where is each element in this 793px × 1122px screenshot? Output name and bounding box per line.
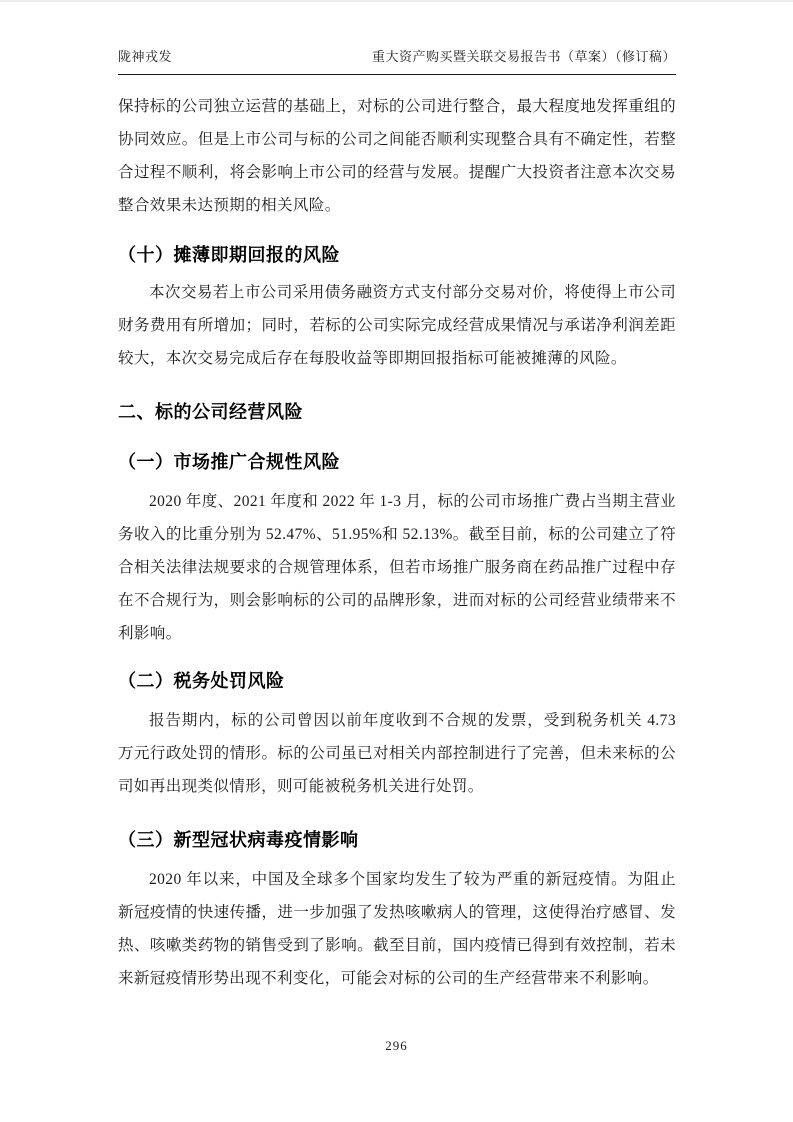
page-header (118, 48, 676, 75)
section-2-1-heading: （一）市场推广合规性风险 (118, 452, 340, 472)
section-2-3-heading: （三）新型冠状病毒疫情影响 (118, 830, 359, 850)
section-2-2-heading: （二）税务处罚风险 (118, 671, 285, 691)
section-2-3-paragraph: 2020 年以来，中国及全球多个国家均发生了较为严重的新冠疫情。为阻止新冠疫情的快速传播，进一步加强了发热咳嗽病人的管理，这使得治疗感冒、发热、咳嗽类药物的销售受到了影响。截至目前，国内疫情已得到有效控制，若未来新冠疫情形势出现不利变化，可能会对标的公司的生产经营带来不利影响。 (118, 871, 676, 987)
continuation-paragraph: 保持标的公司独立运营的基础上，对标的公司进行整合，最大程度地发挥重组的协同效应。但是上市公司与标的公司之间能否顺利实现整合具有不确定性，若整合过程不顺利，将会影响上市公司的经营与发展。提醒广大投资者注意本次交易整合效果未达预期的相关风险。 (118, 98, 676, 214)
chapter-2-heading: 二、标的公司经营风险 (118, 402, 303, 422)
section-10-heading: （十）摊薄即期回报的风险 (118, 245, 340, 265)
header-company-name: 陇神戎发 (118, 49, 173, 64)
section-2-2-paragraph: 报告期内，标的公司曾因以前年度收到不合规的发票，受到税务机关 4.73 万元行政处罚的情形。标的公司虽已对相关内部控制进行了完善，但未来标的公司如再出现类似情形，则可能被税务机关进行处罚。 (118, 712, 676, 795)
section-10-paragraph: 本次交易若上市公司采用债务融资方式支付部分交易对价，将使得上市公司财务费用有所增加；同时，若标的公司实际完成经营成果情况与承诺净利润差距较大，本次交易完成后存在每股收益等即期回报指标可能被摊薄的风险。 (118, 284, 676, 367)
header-report-title: 重大资产购买暨关联交易报告书（草案）（修订稿） (371, 49, 676, 64)
section-2-1-paragraph: 2020 年度、2021 年度和 2022 年 1-3 月，标的公司市场推广费占当期主营业务收入的比重分别为 52.47%、51.95%和 52.13%。截至目前，标的公司建立了符合相关法律法规要求的合规管理体系，但若市场推广服务商在药品推广过程中存在不合规行为，则会影响标的公司的品牌形象，进而对标的公司经营业绩带来不利影响。 (118, 493, 676, 642)
page-number: 296 (385, 1038, 408, 1053)
